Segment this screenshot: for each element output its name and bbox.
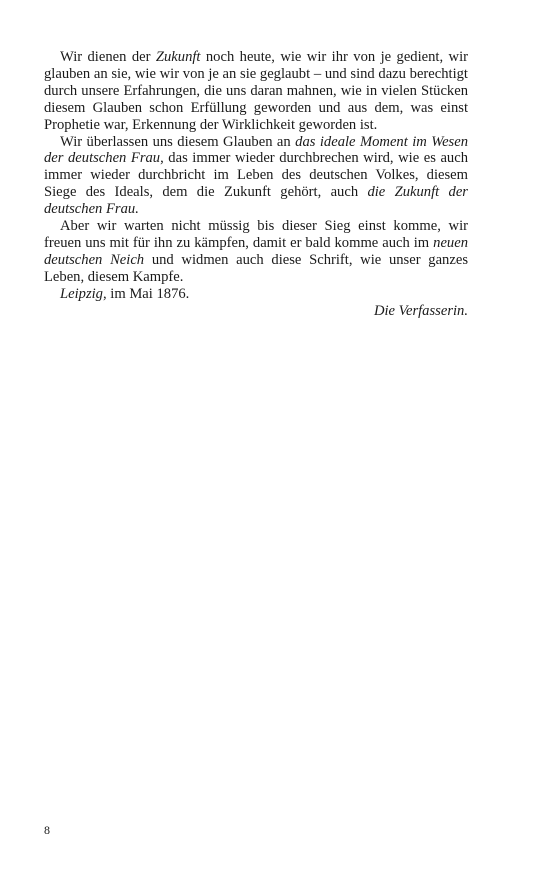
paragraph bbox=[44, 134, 468, 219]
date-text: , im Mai 1876. bbox=[102, 285, 190, 302]
text-run: Wir überlassen uns diesem Glauben an bbox=[60, 133, 296, 150]
emphasis-text: das ideale Moment im Wesen der deutschen Frau bbox=[44, 133, 468, 167]
text-run: Aber wir warten nicht müssig bis dieser Sieg einst komme, wir freuen uns mit für ihn zu kämpfen, damit er bald komme auch im bbox=[44, 218, 468, 251]
emphasis-text: Zukunft bbox=[155, 49, 201, 65]
text-run: und widmen auch diese Schrift, wie unser ganzes Leben, diesem Kampfe. bbox=[44, 251, 468, 285]
text-run: noch heute, wie wir ihr von je gedient, wir glauben an sie, wie wir von je an sie geglaubt – und sind dazu berechtigt durch unsere Erfahrungen, die uns daran mahnen, wie in vielen Stücken diesem Glauben schon Erfüllung geworden und aus dem, was einst Prophetie war, Erkennung der Wirklichkeit geworden ist. bbox=[44, 49, 468, 133]
paragraph bbox=[44, 49, 468, 134]
signature: Die Verfasserin. bbox=[373, 302, 468, 319]
main-text bbox=[44, 49, 468, 320]
paragraph bbox=[44, 218, 468, 286]
text-run: Wir dienen der bbox=[60, 49, 156, 65]
page-number: 8 bbox=[44, 823, 50, 837]
emphasis-text: neuen deutschen Neich bbox=[44, 234, 468, 268]
text-run: , das immer wieder durchbrechen wird, wie es auch immer wieder durchbricht im Leben des deutschen Volkes, diesem Siege des Ideals, dem die Zukunft gehört, auch bbox=[44, 150, 468, 201]
emphasis-text: die Zukunft der deutschen Frau. bbox=[44, 184, 468, 218]
dateline bbox=[44, 286, 468, 303]
place-name: Leipzig bbox=[60, 285, 103, 302]
